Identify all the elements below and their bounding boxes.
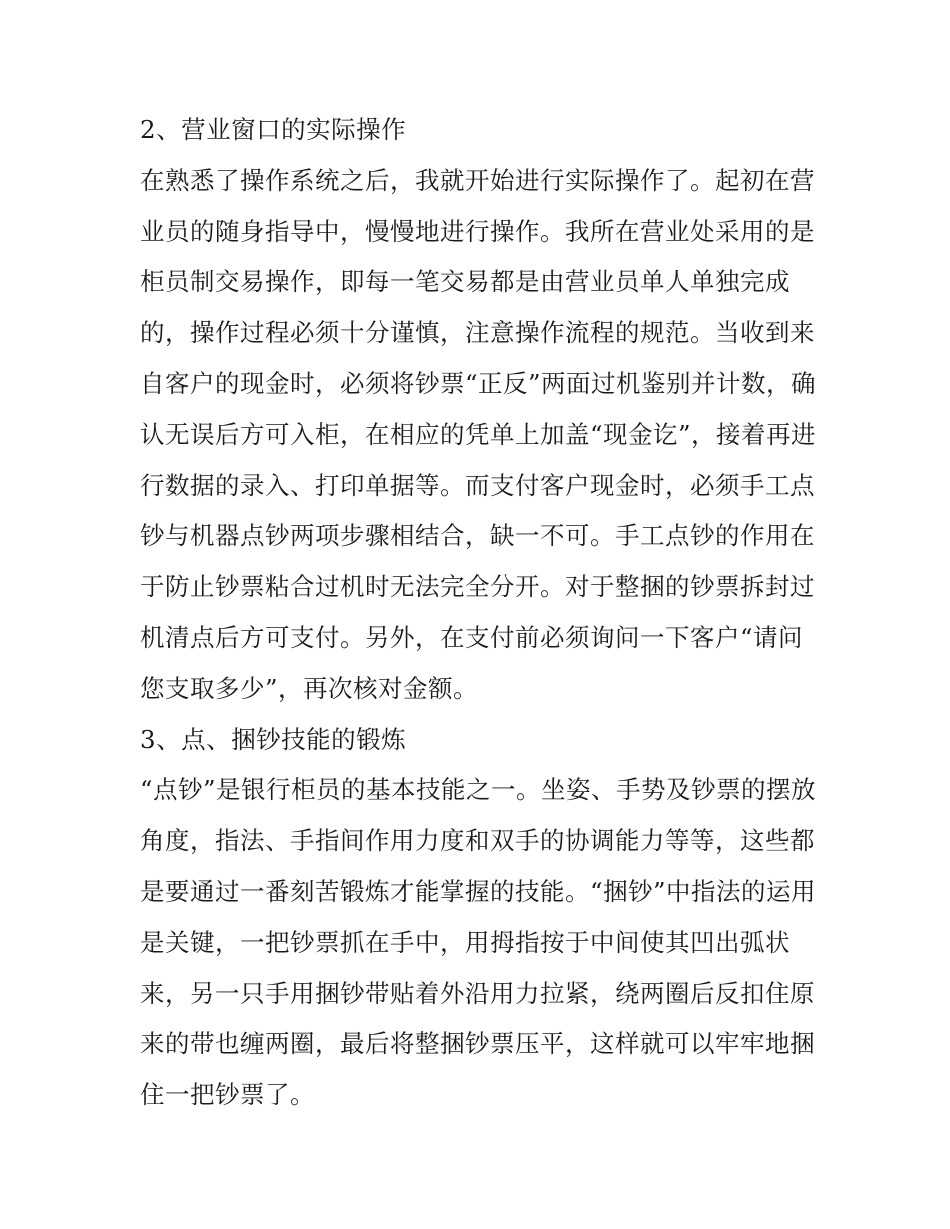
paragraph-line: 来的带也缠两圈，最后将整捆钞票压平，这样就可以牢牢地捆 [140, 1029, 815, 1059]
paragraph-line: 机清点后方可支付。另外，在支付前必须询问一下客户“请问 [140, 622, 804, 652]
paragraph-line: 柜员制交易操作，即每一笔交易都是由营业员单人单独完成 [140, 267, 790, 297]
paragraph-line: 您支取多少”，再次核对金额。 [140, 673, 479, 703]
paragraph-line: 是关键，一把钞票抓在手中，用拇指按于中间使其凹出弧状 [140, 927, 790, 957]
paragraph-line: 的，操作过程必须十分谨慎，注意操作流程的规范。当收到来 [140, 318, 815, 348]
section-heading-3: 3、点、捆钞技能的锻炼 [140, 724, 407, 754]
paragraph-line: 业员的随身指导中，慢慢地进行操作。我所在营业处采用的是 [140, 216, 815, 246]
paragraph-line: 住一把钞票了。 [140, 1080, 315, 1110]
paragraph-line: 行数据的录入、打印单据等。而支付客户现金时，必须手工点 [140, 470, 815, 500]
paragraph-line: “点钞”是银行柜员的基本技能之一。坐姿、手势及钞票的摆放 [140, 775, 817, 805]
paragraph-line: 自客户的现金时，必须将钞票“正反”两面过机鉴别并计数，确 [140, 368, 817, 398]
paragraph-line: 在熟悉了操作系统之后，我就开始进行实际操作了。起初在营 [140, 165, 815, 195]
paragraph-line: 认无误后方可入柜，在相应的凭单上加盖“现金讫”，接着再进 [140, 419, 817, 449]
paragraph-line: 钞与机器点钞两项步骤相结合，缺一不可。手工点钞的作用在 [140, 521, 815, 551]
paragraph-line: 角度，指法、手指间作用力度和双手的协调能力等等，这些都 [140, 826, 815, 856]
paragraph-line: 是要通过一番刻苦锻炼才能掌握的技能。“捆钞”中指法的运用 [140, 876, 817, 906]
section-heading-2: 2、营业窗口的实际操作 [140, 115, 407, 144]
paragraph-line: 于防止钞票粘合过机时无法完全分开。对于整捆的钞票拆封过 [140, 572, 815, 602]
document-page [140, 105, 820, 1121]
paragraph-line: 来，另一只手用捆钞带贴着外沿用力拉紧，绕两圈后反扣住原 [140, 978, 815, 1008]
